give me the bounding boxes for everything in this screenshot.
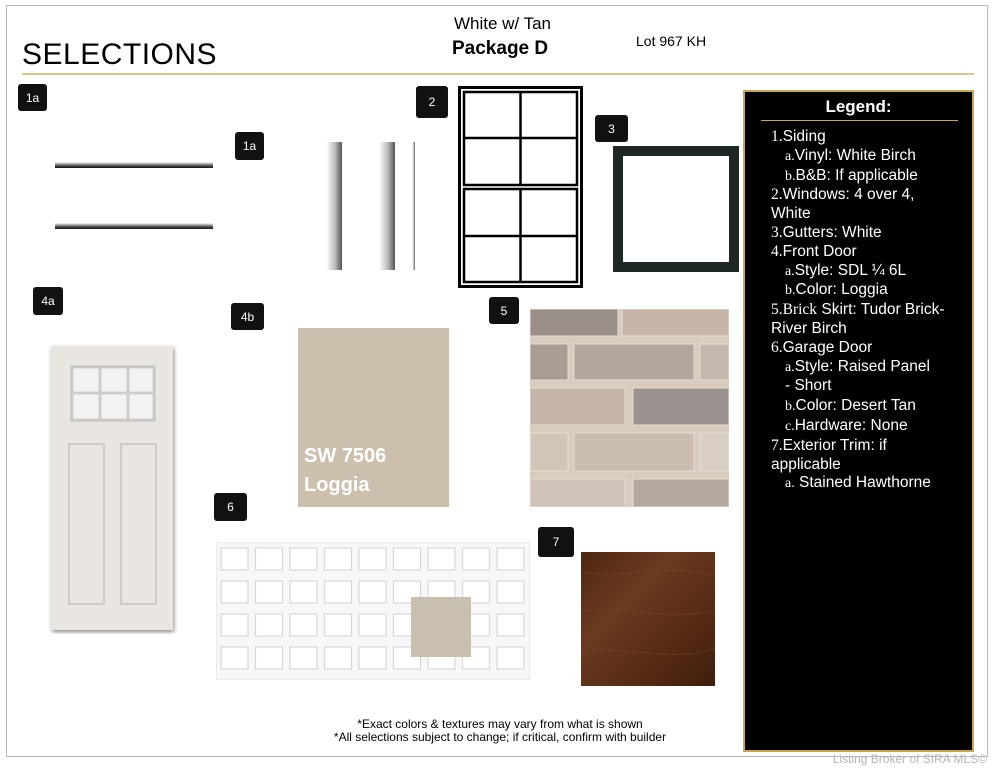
legend-item-text: Exterior Trim: if <box>782 436 887 454</box>
legend-item-number: 4. <box>771 242 783 260</box>
legend-item-number: a. <box>785 263 795 279</box>
garage-panel <box>256 614 283 636</box>
legend-item-text: Windows: 4 over 4, <box>782 186 915 204</box>
legend-item <box>771 186 971 205</box>
legend-item-text: B&B: If applicable <box>795 166 918 184</box>
legend-item-number: 7. <box>771 436 783 454</box>
legend-item-text: Front Door <box>782 242 857 260</box>
legend-item-text: White <box>771 205 811 223</box>
legend-item <box>771 377 971 397</box>
legend-item <box>771 243 971 262</box>
legend-item <box>771 224 971 243</box>
garage-panel <box>256 647 283 669</box>
legend-item-text: Color: Loggia <box>795 281 888 299</box>
legend-item <box>771 339 971 358</box>
loggia-paint-swatch <box>298 328 449 507</box>
garage-panel <box>497 548 524 570</box>
garage-panel <box>463 548 490 570</box>
legend-item-number: 5. <box>771 301 783 319</box>
legend-item-number: a. <box>785 476 795 492</box>
legend-item <box>771 358 971 378</box>
legend-item <box>771 128 971 147</box>
lot-label: Lot 967 KH <box>636 33 707 49</box>
vinyl-siding-horizontal-image <box>55 155 215 235</box>
legend-item-text: Hardware: None <box>794 416 908 434</box>
legend-item-number: c. <box>785 418 795 434</box>
garage-panel <box>359 548 386 570</box>
tudor-brick-river-birch-image <box>530 309 729 507</box>
garage-panel <box>221 647 248 669</box>
package-name: Package D <box>452 38 549 59</box>
legend-item-text: Garage Door <box>782 338 873 356</box>
swatch-code: SW 7506 <box>304 445 387 467</box>
legend-list <box>771 128 971 494</box>
legend-divider <box>761 120 958 121</box>
legend-item-text: applicable <box>771 455 841 473</box>
garage-panel <box>221 548 248 570</box>
badge-gutters: 3 <box>595 115 628 142</box>
garage-panel <box>497 581 524 603</box>
legend-item <box>771 167 971 187</box>
legend-item-text: Vinyl: White Birch <box>794 146 916 164</box>
garage-panel <box>497 647 524 669</box>
legend-item <box>771 437 971 456</box>
legend-item <box>771 262 971 282</box>
garage-panel <box>394 548 421 570</box>
legend-panel <box>743 90 974 752</box>
front-door-image <box>47 342 179 634</box>
legend-item-number: 3. <box>771 223 783 241</box>
garage-panel <box>428 548 455 570</box>
garage-panel <box>290 647 317 669</box>
gutter-frame-image <box>613 146 739 272</box>
page-title: SELECTIONS <box>22 38 218 71</box>
legend-item-number: a. <box>785 148 795 164</box>
legend-item-text: Style: SDL ¼ 6L <box>794 261 907 279</box>
garage-panel <box>221 614 248 636</box>
garage-panel <box>256 581 283 603</box>
legend-item <box>771 205 971 224</box>
header-divider <box>22 73 974 75</box>
garage-panel <box>325 548 352 570</box>
legend-item <box>771 320 971 339</box>
legend-item-number: 1. <box>771 128 783 145</box>
legend-item <box>771 417 971 437</box>
legend-item-text: Color: Desert Tan <box>795 397 916 415</box>
legend-item-number: a. <box>785 359 795 375</box>
package-subtitle: White w/ Tan <box>454 14 552 33</box>
badge-siding-horizontal: 1a <box>18 84 47 111</box>
legend-item-text: Gutters: White <box>782 223 882 241</box>
legend-item <box>771 281 971 301</box>
disclaimer-colors: *Exact colors & textures may vary from what is shown <box>357 717 643 731</box>
garage-panel <box>256 548 283 570</box>
legend-item-number: b. <box>785 168 796 184</box>
legend-item-number: b. <box>785 399 796 415</box>
stained-hawthorne-wood-image <box>581 552 715 686</box>
legend-item-text: Stained Hawthorne <box>794 474 931 492</box>
badge-siding-vertical: 1a <box>235 132 264 160</box>
garage-panel <box>290 614 317 636</box>
garage-panel <box>290 581 317 603</box>
garage-panel <box>221 581 248 603</box>
legend-item-text: Style: Raised Panel <box>794 357 930 375</box>
window-4-over-4-image <box>458 86 583 288</box>
badge-windows: 2 <box>416 86 448 118</box>
legend-item <box>771 147 971 167</box>
legend-item <box>771 301 971 320</box>
garage-panel <box>359 581 386 603</box>
desert-tan-swatch <box>411 597 471 657</box>
garage-door-image <box>216 542 530 680</box>
legend-title: Legend: <box>825 97 892 116</box>
legend-item-text-extra: Skirt: Tudor Brick- <box>817 301 945 319</box>
badge-front-door: 4a <box>33 287 63 315</box>
garage-panel <box>359 614 386 636</box>
legend-item-number: 6. <box>771 338 783 356</box>
legend-item-text: River Birch <box>771 319 847 337</box>
legend-item-number: 2. <box>771 186 783 204</box>
garage-panel <box>359 647 386 669</box>
legend-item-text: Siding <box>782 128 826 145</box>
legend-item <box>771 456 971 475</box>
garage-panel <box>290 548 317 570</box>
garage-panel <box>325 647 352 669</box>
legend-item-text: Brick <box>782 301 818 319</box>
board-and-batten-image <box>287 142 417 270</box>
garage-panel <box>497 614 524 636</box>
legend-item-number: b. <box>785 283 796 299</box>
swatch-name: Loggia <box>304 474 370 496</box>
badge-brick: 5 <box>489 297 519 324</box>
legend-item-text: - Short <box>785 377 832 395</box>
badge-exterior-trim: 7 <box>538 527 574 557</box>
garage-panel <box>325 581 352 603</box>
garage-panel <box>325 614 352 636</box>
badge-door-color: 4b <box>231 303 264 330</box>
listing-broker-credit: Listing Broker of SIRA MLS© <box>832 752 987 766</box>
badge-garage-door: 6 <box>214 493 247 521</box>
legend-item <box>771 474 971 494</box>
disclaimer-change: *All selections subject to change; if critical, confirm with builder <box>333 730 667 744</box>
legend-item <box>771 397 971 417</box>
